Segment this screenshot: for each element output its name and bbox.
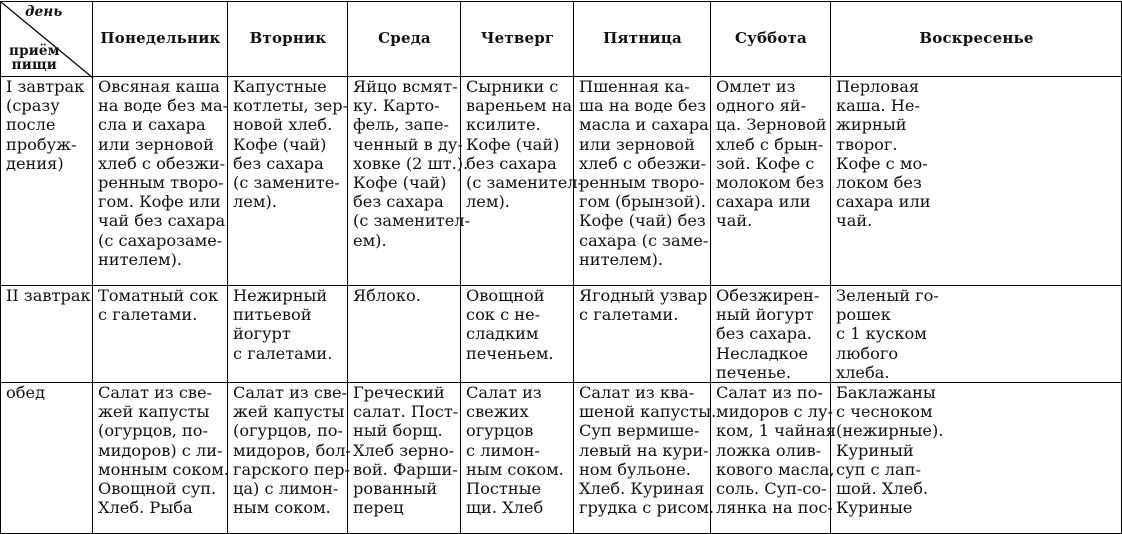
menu-cell-monday (93, 383, 228, 534)
menu-cell-line: (с замените- (233, 173, 340, 193)
menu-cell-line: сахара или (836, 192, 931, 212)
menu-cell-line: с 1 куском (836, 324, 927, 344)
menu-cell-line: печеньем. (466, 343, 554, 363)
menu-cell-line: гарского пер- (233, 459, 350, 479)
menu-cell-line: Постные (466, 479, 542, 499)
menu-cell-line: Овсяная каша (98, 77, 220, 96)
menu-cell-line: йогурт (233, 324, 291, 344)
menu-cell-saturday (711, 383, 836, 534)
menu-cell-line: нителем). (579, 249, 664, 269)
meal-name-cell (1, 383, 93, 534)
menu-cell-thursday (461, 383, 574, 534)
menu-cell-saturday (711, 286, 831, 383)
day-header-sunday: Воскресенье (831, 2, 1122, 77)
menu-cell-thursday (461, 286, 574, 383)
table-row (1, 286, 1122, 383)
menu-cell-line: ем). (353, 230, 387, 250)
menu-cell-saturday (711, 77, 831, 286)
menu-cell-line: ный йогурт (716, 305, 814, 325)
corner-meal-label: приём пищи (9, 43, 60, 73)
menu-cell-line: на воде без ма- (98, 96, 229, 116)
menu-cell-sunday (831, 77, 1122, 286)
menu-cell-tuesday (228, 383, 351, 534)
menu-cell-line: (огурцов, по- (98, 421, 208, 441)
menu-cell-line: творог. (836, 134, 898, 154)
menu-cell-line: рошек (836, 305, 891, 325)
menu-cell-line: Зеленый го- (836, 286, 939, 305)
weekly-menu-table (0, 1, 1122, 534)
menu-cell-line: Хлеб зерно- (353, 440, 455, 460)
menu-cell-line: ховке (2 шт.). (353, 153, 469, 173)
meal-name-line: после (6, 115, 56, 135)
menu-cell-line: монным соком. (98, 459, 229, 479)
menu-cell-line: Пшенная ка- (579, 77, 690, 96)
menu-cell-line: сахара или (716, 192, 811, 212)
corner-header-cell (1, 2, 93, 77)
menu-cell-line: соль. Суп-со- (716, 479, 827, 499)
menu-cell-line: ша на воде без (579, 96, 707, 116)
menu-cell-line: Перловая (836, 77, 920, 96)
menu-cell-line: ложка олив- (716, 440, 822, 460)
day-header-friday: Пятница (574, 2, 711, 77)
menu-cell-sunday (831, 383, 1122, 534)
menu-cell-line: ца) с лимон- (233, 479, 339, 499)
menu-cell-line: мидоров с лу- (716, 402, 833, 422)
menu-cell-thursday (461, 77, 584, 286)
menu-cell-line: Овощной суп. (98, 479, 217, 499)
menu-cell-line: Яйцо всмят- (353, 77, 458, 96)
menu-cell-line: вареньем на (466, 96, 573, 116)
menu-cell-line: (нежирные). (836, 421, 944, 441)
menu-cell-line: Капустные (233, 77, 327, 96)
meal-name-line: II завтрак (6, 286, 91, 305)
menu-cell-line: Салат из (466, 383, 542, 403)
menu-cell-line: любого (836, 343, 899, 363)
menu-cell-line: лянка на пос- (716, 498, 833, 518)
menu-cell-line: Обезжирен- (716, 286, 820, 305)
menu-cell-wednesday (348, 286, 461, 383)
menu-cell-line: или зерновой (98, 134, 214, 154)
menu-cell-line: зой. Кофе с (716, 153, 815, 173)
menu-cell-line: Суп вермише- (579, 421, 700, 441)
menu-cell-line: Греческий (353, 383, 445, 403)
menu-cell-line: Хлеб. Рыба (98, 498, 193, 518)
menu-cell-line: ренным творо- (98, 173, 224, 193)
menu-cell-line: котлеты, зер- (233, 96, 349, 116)
menu-cell-line: Салат из све- (98, 383, 213, 403)
menu-cell-line: Томатный сок (98, 286, 219, 305)
menu-cell-line: огурцов (466, 421, 534, 441)
menu-cell-line: шеной капусты. (579, 402, 717, 422)
menu-cell-line: Несладкое (716, 343, 809, 363)
menu-cell-friday (574, 77, 711, 286)
menu-cell-line: Нежирный (233, 286, 328, 305)
menu-cell-line: Кофе (чай) (466, 134, 560, 154)
menu-cell-line: щи. Хлеб (466, 498, 544, 518)
menu-cell-line: рованный (353, 479, 438, 499)
menu-cell-line: Кофе (чай) (353, 173, 447, 193)
meal-name-line: (сразу (6, 96, 60, 116)
menu-cell-line: хлеб с обезжи- (98, 153, 226, 173)
meal-name-line: I завтрак (6, 77, 85, 96)
menu-cell-line: шой. Хлеб. (836, 479, 929, 499)
menu-cell-line: Кофе (чай) (233, 134, 327, 154)
menu-cell-line: кового масла, (716, 459, 835, 479)
menu-cell-wednesday (348, 77, 471, 286)
menu-cell-line: ченный в ду- (353, 134, 463, 154)
menu-cell-line: ца. Зерновой (716, 115, 827, 135)
menu-body (1, 77, 1122, 534)
menu-cell-line: локом без (836, 173, 922, 193)
menu-cell-line: чай без сахара (98, 211, 226, 231)
day-header-wednesday: Среда (348, 2, 461, 77)
menu-cell-line: Овощной (466, 286, 545, 305)
menu-cell-friday (574, 383, 717, 534)
menu-cell-line: с галетами. (233, 343, 333, 363)
menu-cell-tuesday (228, 77, 348, 286)
menu-cell-line: Салат из по- (716, 383, 823, 403)
menu-cell-line: без сахара (233, 153, 324, 173)
menu-cell-line: фель, запе- (353, 115, 449, 135)
menu-cell-line: печенье. (716, 362, 791, 382)
menu-cell-line: ксилите. (466, 115, 541, 135)
meal-name-line: обед (6, 383, 46, 403)
menu-cell-line: (с сахарозаме- (98, 230, 223, 250)
menu-cell-line: сахара (с заме- (579, 230, 709, 250)
menu-cell-line: Яблоко. (353, 286, 421, 305)
menu-cell-line: сладким (466, 324, 539, 344)
meal-name-cell (1, 286, 93, 383)
menu-cell-line: салат. Пост- (353, 402, 459, 422)
menu-cell-line: ном бульоне. (579, 459, 691, 479)
day-header-monday: Понедельник (93, 2, 228, 77)
menu-cell-line: жей капусты (233, 402, 345, 422)
menu-cell-line: одного яй- (716, 96, 807, 116)
menu-cell-line: ным соком. (233, 498, 331, 518)
menu-cell-line: ком, 1 чайная (716, 421, 836, 441)
corner-day-label: день (25, 4, 63, 20)
menu-cell-line: (с заменител- (466, 173, 584, 193)
menu-cell-line: Салат из све- (233, 383, 348, 403)
menu-cell-line: (огурцов, по- (233, 421, 343, 441)
menu-cell-sunday (831, 286, 1122, 383)
menu-cell-line: левый на кури- (579, 440, 709, 460)
menu-cell-wednesday (348, 383, 461, 534)
menu-cell-line: без сахара. (716, 324, 812, 344)
menu-cell-line: с лимон- (466, 440, 540, 460)
menu-cell-line: питьевой (233, 305, 312, 325)
menu-cell-line: сла и сахара (98, 115, 206, 135)
day-header-tuesday: Вторник (228, 2, 348, 77)
menu-cell-line: Куриный (836, 440, 914, 460)
table-row (1, 77, 1122, 286)
menu-cell-friday (574, 286, 711, 383)
menu-cell-line: с чесноком (836, 402, 933, 422)
meal-name-line: дения) (6, 153, 64, 173)
menu-cell-line: Куриные (836, 498, 913, 518)
menu-cell-line: молоком без (716, 173, 825, 193)
menu-cell-line: хлеб с брын- (716, 134, 824, 154)
menu-cell-line: чай. (716, 211, 753, 231)
menu-cell-line: Ягодный узвар (579, 286, 708, 305)
menu-cell-line: с галетами. (579, 305, 679, 325)
menu-cell-line: Сырники с (466, 77, 559, 96)
menu-cell-line: чай. (836, 211, 873, 231)
menu-cell-line: с галетами. (98, 305, 198, 325)
day-header-thursday: Четверг (461, 2, 574, 77)
menu-cell-line: масла и сахара (579, 115, 709, 135)
menu-cell-line: гом. Кофе или (98, 192, 221, 212)
menu-cell-line: без сахара (353, 192, 444, 212)
menu-cell-line: ным соком. (466, 459, 564, 479)
day-header-saturday: Суббота (711, 2, 831, 77)
menu-cell-tuesday (228, 286, 348, 383)
menu-cell-line: мидоров) с ли- (98, 440, 223, 460)
menu-cell-line: ренным творо- (579, 173, 705, 193)
header-row (1, 2, 1122, 77)
menu-cell-line: лем). (466, 192, 510, 212)
menu-cell-line: ный борщ. (353, 421, 443, 441)
menu-cell-line: мидоров, бол- (233, 440, 351, 460)
menu-cell-line: лем). (233, 192, 277, 212)
menu-cell-line: хлеб с обезжи- (579, 153, 707, 173)
menu-cell-line: без сахара (466, 153, 557, 173)
menu-cell-line: новой хлеб. (233, 115, 333, 135)
menu-cell-line: (с заменител- (353, 211, 471, 231)
menu-cell-monday (93, 77, 228, 286)
menu-cell-line: жей капусты (98, 402, 210, 422)
menu-cell-line: свежих (466, 402, 529, 422)
menu-cell-line: или зерновой (579, 134, 695, 154)
menu-cell-line: Баклажаны (836, 383, 936, 403)
menu-cell-line: ку. Карто- (353, 96, 440, 116)
menu-cell-line: грудка с рисом. (579, 498, 715, 518)
menu-cell-line: суп с лап- (836, 459, 921, 479)
menu-cell-line: жирный (836, 115, 907, 135)
menu-cell-line: Кофе с мо- (836, 153, 928, 173)
menu-cell-line: Омлет из (716, 77, 796, 96)
menu-cell-line: каша. Не- (836, 96, 920, 116)
menu-cell-line: вой. Фарши- (353, 459, 458, 479)
menu-cell-line: Салат из ква- (579, 383, 695, 403)
menu-cell-line: нителем). (98, 249, 183, 269)
menu-cell-line: сок с не- (466, 305, 541, 325)
menu-cell-monday (93, 286, 228, 383)
menu-cell-line: хлеба. (836, 362, 890, 382)
meal-name-line: пробуж- (6, 134, 77, 154)
menu-cell-line: Хлеб. Куриная (579, 479, 705, 499)
menu-cell-line: гом (брынзой). (579, 192, 706, 212)
table-row (1, 383, 1122, 534)
menu-cell-line: перец (353, 498, 404, 518)
menu-cell-line: Кофе (чай) без (579, 211, 706, 231)
meal-name-cell (1, 77, 93, 286)
